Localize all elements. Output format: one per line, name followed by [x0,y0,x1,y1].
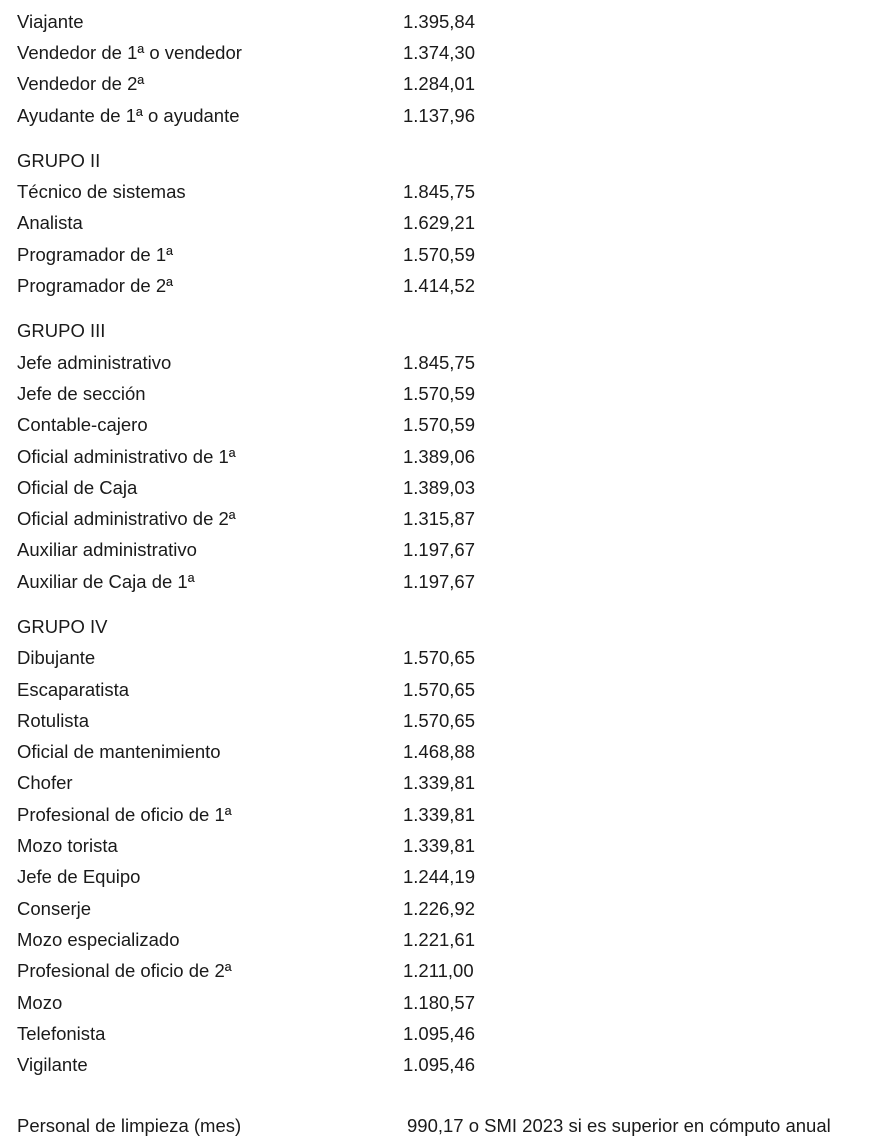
salary-value: 1.095,46 [403,1054,476,1076]
table-row [17,737,862,768]
salary-value: 1.374,30 [403,41,476,63]
table-row [17,503,862,534]
salary-value: 1.095,46 [403,1022,476,1044]
table-row [17,410,862,441]
table-row [17,893,862,924]
job-title: Oficial administrativo de 1ª [17,445,236,467]
salary-value: 1.570,65 [403,709,476,731]
job-title: Dibujante [17,647,96,669]
job-title: Programador de 2ª [17,275,173,297]
job-title: Oficial administrativo de 2ª [17,508,236,530]
salary-value: 1.389,06 [403,445,476,467]
table-row [17,674,862,705]
salary-value: 1.389,03 [403,476,476,498]
salary-value: 1.339,81 [403,772,476,794]
table-row [17,566,862,597]
table-row [17,6,862,37]
salary-table [17,6,862,1142]
job-title: Vendedor de 1ª o vendedor [17,41,242,63]
salary-value: 1.284,01 [403,73,476,95]
salary-value: 1.180,57 [403,991,476,1013]
job-title: Oficial de mantenimiento [17,741,221,763]
salary-value: 1.339,81 [403,835,476,857]
salary-value: 1.137,96 [403,104,476,126]
job-title: Rotulista [17,709,89,731]
job-title: Vigilante [17,1054,88,1076]
table-row [17,1018,862,1049]
job-title: Auxiliar de Caja de 1ª [17,570,195,592]
job-title: Conserje [17,897,92,919]
job-title: Telefonista [17,1022,106,1044]
salary-value: 1.244,19 [403,866,476,888]
job-title: Técnico de sistemas [17,181,186,203]
table-row [17,100,862,131]
table-row [17,270,862,301]
salary-value: 1.570,65 [403,678,476,700]
salary-value: 990,17 o SMI 2023 si es superior en cómputo anual [407,1115,831,1137]
job-title: Analista [17,212,83,234]
job-title: Jefe de sección [17,382,146,404]
salary-value: 1.197,67 [403,539,476,561]
salary-value: 1.414,52 [403,275,476,297]
table-row [17,378,862,409]
salary-value: 1.845,75 [403,351,476,373]
table-row [17,69,862,100]
salary-value: 1.570,65 [403,647,476,669]
table-row [17,956,862,987]
job-title: Mozo [17,991,63,1013]
table-row [17,472,862,503]
job-title: Personal de limpieza (mes) [17,1115,242,1137]
table-row [17,1050,862,1081]
group-heading: GRUPO II [17,149,101,171]
salary-value: 1.395,84 [403,10,476,32]
job-title: Vendedor de 2ª [17,73,145,95]
salary-value: 1.570,59 [403,382,476,404]
table-row [17,768,862,799]
table-row [17,643,862,674]
job-title: Profesional de oficio de 1ª [17,803,232,825]
job-title: Oficial de Caja [17,476,138,498]
job-title: Viajante [17,10,84,32]
table-row [17,176,862,207]
salary-value: 1.226,92 [403,897,476,919]
salary-value: 1.468,88 [403,741,476,763]
salary-value: 1.221,61 [403,928,476,950]
table-row [17,705,862,736]
table-row [17,535,862,566]
table-row [17,830,862,861]
table-row [17,208,862,239]
job-title: Auxiliar administrativo [17,539,197,561]
job-title: Jefe administrativo [17,351,172,373]
group-heading: GRUPO IV [17,615,108,637]
job-title: Escaparatista [17,678,130,700]
job-title: Jefe de Equipo [17,866,141,888]
salary-value: 1.211,00 [403,960,474,982]
salary-value: 1.339,81 [403,803,476,825]
salary-value: 1.570,59 [403,414,476,436]
job-title: Profesional de oficio de 2ª [17,960,232,982]
job-title: Programador de 1ª [17,243,173,265]
job-title: Contable-cajero [17,414,148,436]
job-title: Mozo especializado [17,928,180,950]
job-title: Ayudante de 1ª o ayudante [17,104,240,126]
table-row [17,239,862,270]
group-heading: GRUPO III [17,320,106,342]
job-title: Mozo torista [17,835,118,857]
table-row [17,799,862,830]
table-row [17,37,862,68]
cleaning-staff-row [17,1111,862,1142]
salary-value: 1.629,21 [403,212,476,234]
table-row [17,441,862,472]
table-row [17,987,862,1018]
salary-value: 1.845,75 [403,181,476,203]
table-row [17,924,862,955]
salary-value: 1.315,87 [403,508,476,530]
salary-value: 1.570,59 [403,243,476,265]
table-row [17,862,862,893]
table-row [17,347,862,378]
salary-value: 1.197,67 [403,570,476,592]
job-title: Chofer [17,772,73,794]
